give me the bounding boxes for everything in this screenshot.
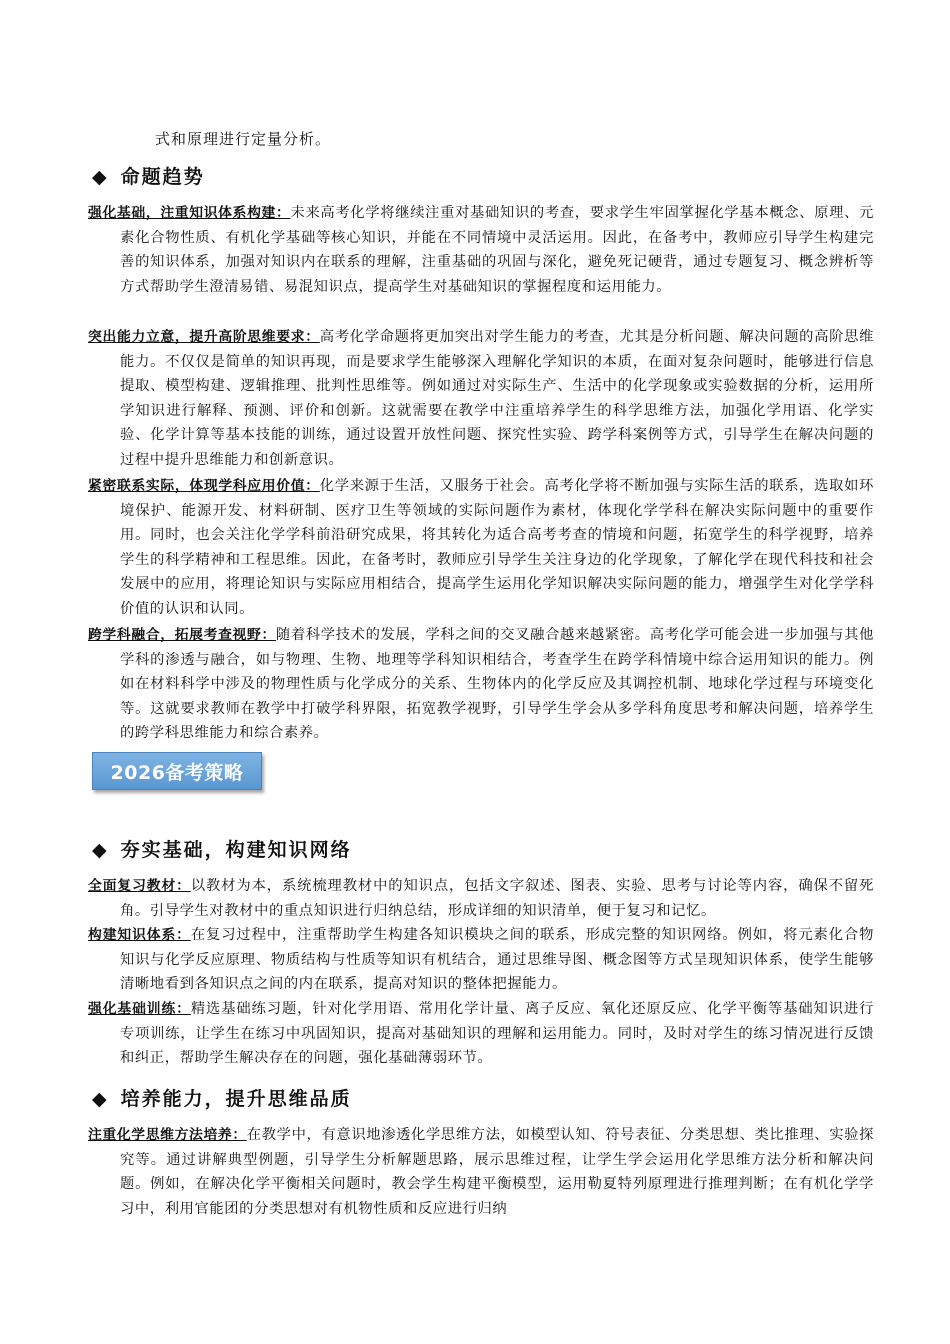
paragraph-lead: 突出能力立意，提升高阶思维要求： (88, 329, 320, 345)
diamond-bullet-icon: ◆ (92, 166, 109, 188)
foundation-paragraph-2 (88, 923, 874, 997)
heading-text: 培养能力，提升思维品质 (120, 1088, 352, 1110)
foundation-paragraph-1 (88, 874, 874, 923)
strategy-banner: 2026备考策略 (92, 752, 262, 790)
paragraph-lead: 强化基础训练： (88, 1001, 191, 1017)
diamond-bullet-icon: ◆ (92, 839, 109, 861)
paragraph-text: 精选基础练习题，针对化学用语、常用化学计量、离子反应、氧化还原反应、化学平衡等基础知识进行专项训练，让学生在练习中巩固知识，提高对基础知识的理解和运用能力。同时，及时对学生的练习情况进行反馈和纠正，帮助学生解决存在的问题，强化基础薄弱环节。 (120, 1001, 875, 1067)
paragraph-lead: 紧密联系实际，体现学科应用价值： (88, 478, 320, 494)
paragraph-lead: 强化基础，注重知识体系构建： (88, 205, 291, 221)
foundation-paragraph-3 (88, 997, 874, 1071)
paragraph-text: 在教学中，有意识地渗透化学思维方法，如模型认知、符号表征、分类思想、类比推理、实验探究等。通过讲解典型例题，引导学生分析解题思路，展示思维过程，让学生学会运用化学思维方法分析和解决问题。例如，在解决化学平衡相关问题时，教会学生构建平衡模型，运用勒夏特列原理进行推理判断；在有机化学学习中，利用官能团的分类思想对有机物性质和反应进行归纳 (120, 1127, 874, 1217)
heading-text: 命题趋势 (120, 166, 205, 188)
paragraph-text: 高考化学命题将更加突出对学生能力的考查，尤其是分析问题、解决问题的高阶思维能力。不仅仅是简单的知识再现，而是要求学生能够深入理解化学知识的本质，在面对复杂问题时，能够进行信息提取、模型构建、逻辑推理、批判性思维等。例如通过对实际生产、生活中的化学现象或实验数据的分析，运用所学知识进行解释、预测、评价和创新。这就需要在教学中注重培养学生的科学思维方法，加强化学用语、化学实验、化学计算等基本技能的训练，通过设置开放性问题、探究性实验、跨学科案例等方式，引导学生在解决问题的过程中提升思维能力和创新意识。 (120, 329, 874, 468)
paragraph-text: 在复习过程中，注重帮助学生构建各知识模块之间的联系，形成完整的知识网络。例如，将元素化合物知识与化学反应原理、物质结构与性质等知识有机结合，通过思维导图、概念图等方式呈现知识体系，使学生能够清晰地看到各知识点之间的内在联系，提高对知识的整体把握能力。 (120, 927, 875, 993)
heading-text: 夯实基础，构建知识网络 (120, 839, 352, 861)
diamond-bullet-icon: ◆ (92, 1088, 109, 1110)
paragraph-lead: 构建知识体系： (88, 927, 191, 943)
trend-paragraph-1 (88, 201, 874, 299)
ability-paragraph-1 (88, 1123, 874, 1221)
section-heading-ability (92, 1084, 352, 1111)
continuation-line: 式和原理进行定量分析。 (155, 130, 332, 148)
section-heading-trend (92, 162, 205, 189)
paragraph-text: 随着科学技术的发展，学科之间的交叉融合越来越紧密。高考化学可能会进一步加强与其他学科的渗透与融合，如与物理、生物、地理等学科知识相结合，考查学生在跨学科情境中综合运用知识的能力。例如在材料科学中涉及的物理性质与化学成分的关系、生物体内的化学反应及其调控机制、地球化学过程与环境变化等。这就要求教师在教学中打破学科界限，拓宽教学视野，引导学生学会从多学科角度思考和解决问题，培养学生的跨学科思维能力和综合素养。 (120, 627, 874, 742)
paragraph-lead: 跨学科融合，拓展考查视野： (88, 627, 276, 643)
trend-paragraph-3 (88, 474, 874, 622)
section-heading-foundation (92, 835, 352, 862)
paragraph-text: 以教材为本，系统梳理教材中的知识点，包括文字叙述、图表、实验、思考与讨论等内容，确保不留死角。引导学生对教材中的重点知识进行归纳总结，形成详细的知识清单，便于复习和记忆。 (120, 878, 875, 919)
trend-paragraph-2 (88, 325, 874, 473)
trend-paragraph-4 (88, 623, 874, 746)
paragraph-lead: 注重化学思维方法培养： (88, 1127, 247, 1143)
paragraph-text: 化学来源于生活，又服务于社会。高考化学将不断加强与实际生活的联系，选取如环境保护、能源开发、材料研制、医疗卫生等领域的实际问题作为素材，体现化学学科在解决实际问题中的重要作用。同时，也会关注化学学科前沿研究成果，将其转化为适合高考考查的情境和问题，拓宽学生的科学视野，培养学生的科学精神和工程思维。因此，在备考时，教师应引导学生关注身边的化学现象，了解化学在现代科技和社会发展中的应用，将理论知识与实际应用相结合，提高学生运用化学知识解决实际问题的能力，增强学生对化学学科价值的认识和认同。 (120, 478, 874, 617)
paragraph-lead: 全面复习教材： (88, 878, 191, 894)
paragraph-text: 未来高考化学将继续注重对基础知识的考查，要求学生牢固掌握化学基本概念、原理、元素化合物性质、有机化学基础等核心知识，并能在不同情境中灵活运用。因此，在备考中，教师应引导学生构建完善的知识体系，加强对知识内在联系的理解，注重基础的巩固与深化，避免死记硬背，通过专题复习、概念辨析等方式帮助学生澄清易错、易混知识点，提高学生对基础知识的掌握程度和运用能力。 (120, 205, 874, 295)
